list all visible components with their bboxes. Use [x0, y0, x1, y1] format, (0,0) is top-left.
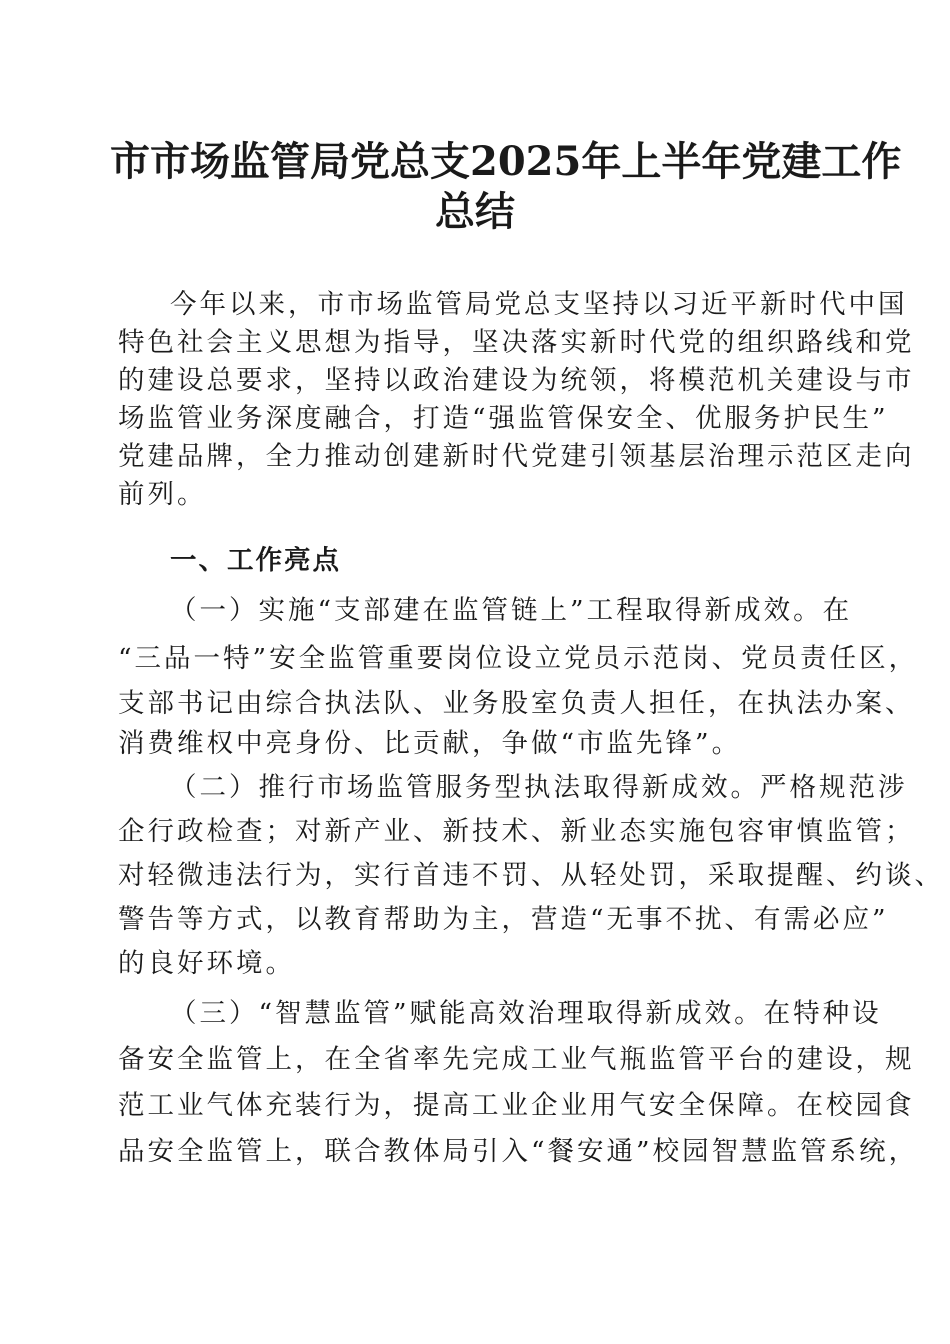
- paragraph-3-line: 备安全监管上，在全省率先完成工业气瓶监管平台的建设，规: [118, 1044, 915, 1075]
- paragraph-2-line: 警告等方式，以教育帮助为主，营造“无事不扰、有需必应”: [118, 904, 889, 935]
- intro-line: 特色社会主义思想为指导，坚决落实新时代党的组织路线和党: [118, 327, 915, 358]
- paragraph-1-line: （一）实施“支部建在监管链上”工程取得新成效。在: [170, 595, 853, 626]
- paragraph-2-line: 对轻微违法行为，实行首违不罚、从轻处罚，采取提醒、约谈、: [118, 860, 944, 891]
- paragraph-3-line: （三）“智慧监管”赋能高效治理取得新成效。在特种设: [170, 998, 882, 1029]
- intro-line: 前列。: [118, 479, 207, 510]
- paragraph-3-line: 品安全监管上，联合教体局引入“餐安通”校园智慧监管系统，: [118, 1136, 919, 1167]
- paragraph-2-line: 的良好环境。: [118, 948, 295, 979]
- intro-line: 今年以来，市市场监管局党总支坚持以习近平新时代中国: [170, 289, 908, 320]
- paragraph-1-line: 支部书记由综合执法队、业务股室负责人担任，在执法办案、: [118, 688, 915, 719]
- paragraph-3-line: 范工业气体充装行为，提高工业企业用气安全保障。在校园食: [118, 1090, 915, 1121]
- section-heading: 一、工作亮点: [170, 545, 341, 576]
- document-title-line-1: 市市场监管局党总支2025年上半年党建工作: [110, 138, 902, 185]
- intro-line: 场监管业务深度融合，打造“强监管保安全、优服务护民生”: [118, 403, 889, 434]
- paragraph-1-line: 消费维权中亮身份、比贡献，争做“市监先锋”。: [118, 728, 742, 759]
- intro-line: 党建品牌，全力推动创建新时代党建引领基层治理示范区走向: [118, 441, 915, 472]
- document-title-line-2: 总结: [435, 188, 515, 235]
- intro-line: 的建设总要求，坚持以政治建设为统领，将模范机关建设与市: [118, 365, 915, 396]
- paragraph-2-line: （二）推行市场监管服务型执法取得新成效。严格规范涉: [170, 772, 908, 803]
- paragraph-2-line: 企行政检查；对新产业、新技术、新业态实施包容审慎监管；: [118, 816, 915, 847]
- paragraph-1-line: “三品一特”安全监管重要岗位设立党员示范岗、党员责任区，: [118, 643, 919, 674]
